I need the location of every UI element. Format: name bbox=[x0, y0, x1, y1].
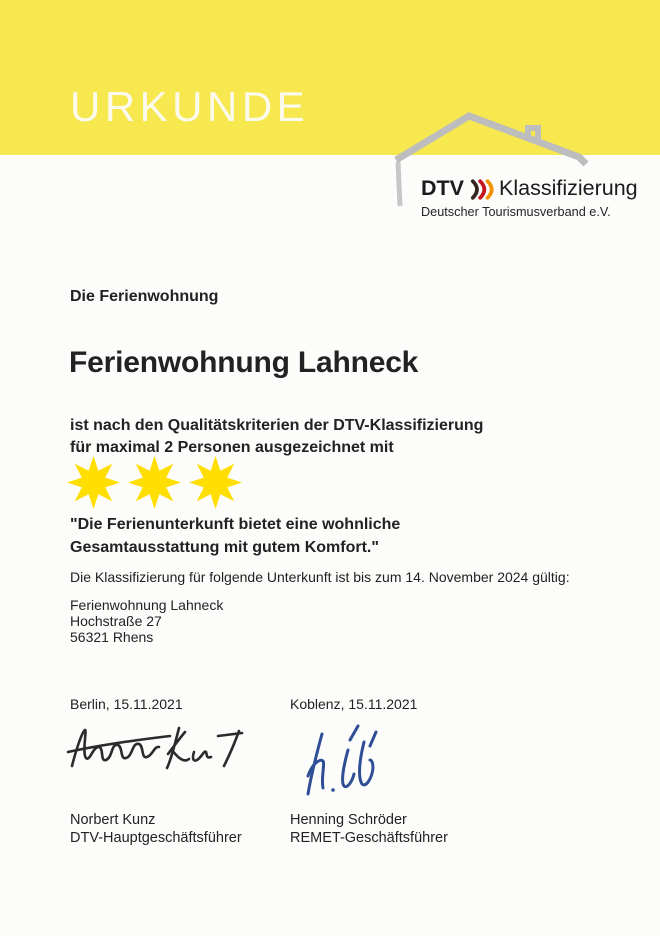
award-text-line1: ist nach den Qualitätskriterien der DTV-Klassifizierung bbox=[70, 417, 484, 434]
right-signatory-title: REMET-Geschäftsführer bbox=[290, 829, 448, 846]
left-signatory-name: Norbert Kunz bbox=[70, 812, 156, 828]
quote-line1: "Die Ferienunterkunft bietet eine wohnliche bbox=[70, 516, 401, 533]
dtv-logo-lockup bbox=[421, 176, 638, 200]
triple-chevron-right-icon bbox=[470, 179, 494, 200]
left-signatory-title: DTV-Hauptgeschäftsführer bbox=[70, 829, 242, 846]
right-signatory-block bbox=[290, 812, 448, 847]
dtv-wordmark-text: Klassifizierung bbox=[499, 176, 638, 200]
address-line: 56321 Rhens bbox=[70, 628, 154, 645]
classification-stars bbox=[66, 455, 243, 510]
left-place-date: Berlin, 15.11.2021 bbox=[70, 696, 183, 712]
validity-line: Die Klassifizierung für folgende Unterkunft ist bis zum 14. November 2024 gültig: bbox=[70, 569, 570, 585]
right-signatory-name: Henning Schröder bbox=[290, 812, 407, 828]
award-text-line2: für maximal 2 Personen ausgezeichnet mit bbox=[70, 439, 394, 456]
address-line: Hochstraße 27 bbox=[70, 612, 162, 629]
eight-point-star-icon bbox=[66, 455, 121, 510]
eight-point-star-icon bbox=[127, 455, 182, 510]
handwritten-signature-black-ink-icon bbox=[66, 716, 261, 778]
address-line: Ferienwohnung Lahneck bbox=[70, 597, 224, 613]
intro-label: Die Ferienwohnung bbox=[70, 288, 219, 305]
dtv-logo-subtitle: Deutscher Tourismusverband e.V. bbox=[421, 205, 611, 219]
left-signatory-block bbox=[70, 812, 242, 847]
property-address bbox=[70, 598, 223, 645]
property-name: Ferienwohnung Lahneck bbox=[69, 346, 419, 379]
dtv-brand-text: DTV bbox=[421, 176, 464, 200]
right-place-date: Koblenz, 15.11.2021 bbox=[290, 696, 418, 712]
certificate-banner-title: URKUNDE bbox=[70, 83, 310, 130]
classification-quote bbox=[70, 514, 400, 559]
award-text bbox=[70, 415, 483, 459]
handwritten-signature-blue-ink-icon bbox=[296, 720, 396, 802]
eight-point-star-icon bbox=[188, 455, 243, 510]
quote-line2: Gesamtausstattung mit gutem Komfort." bbox=[70, 538, 379, 556]
